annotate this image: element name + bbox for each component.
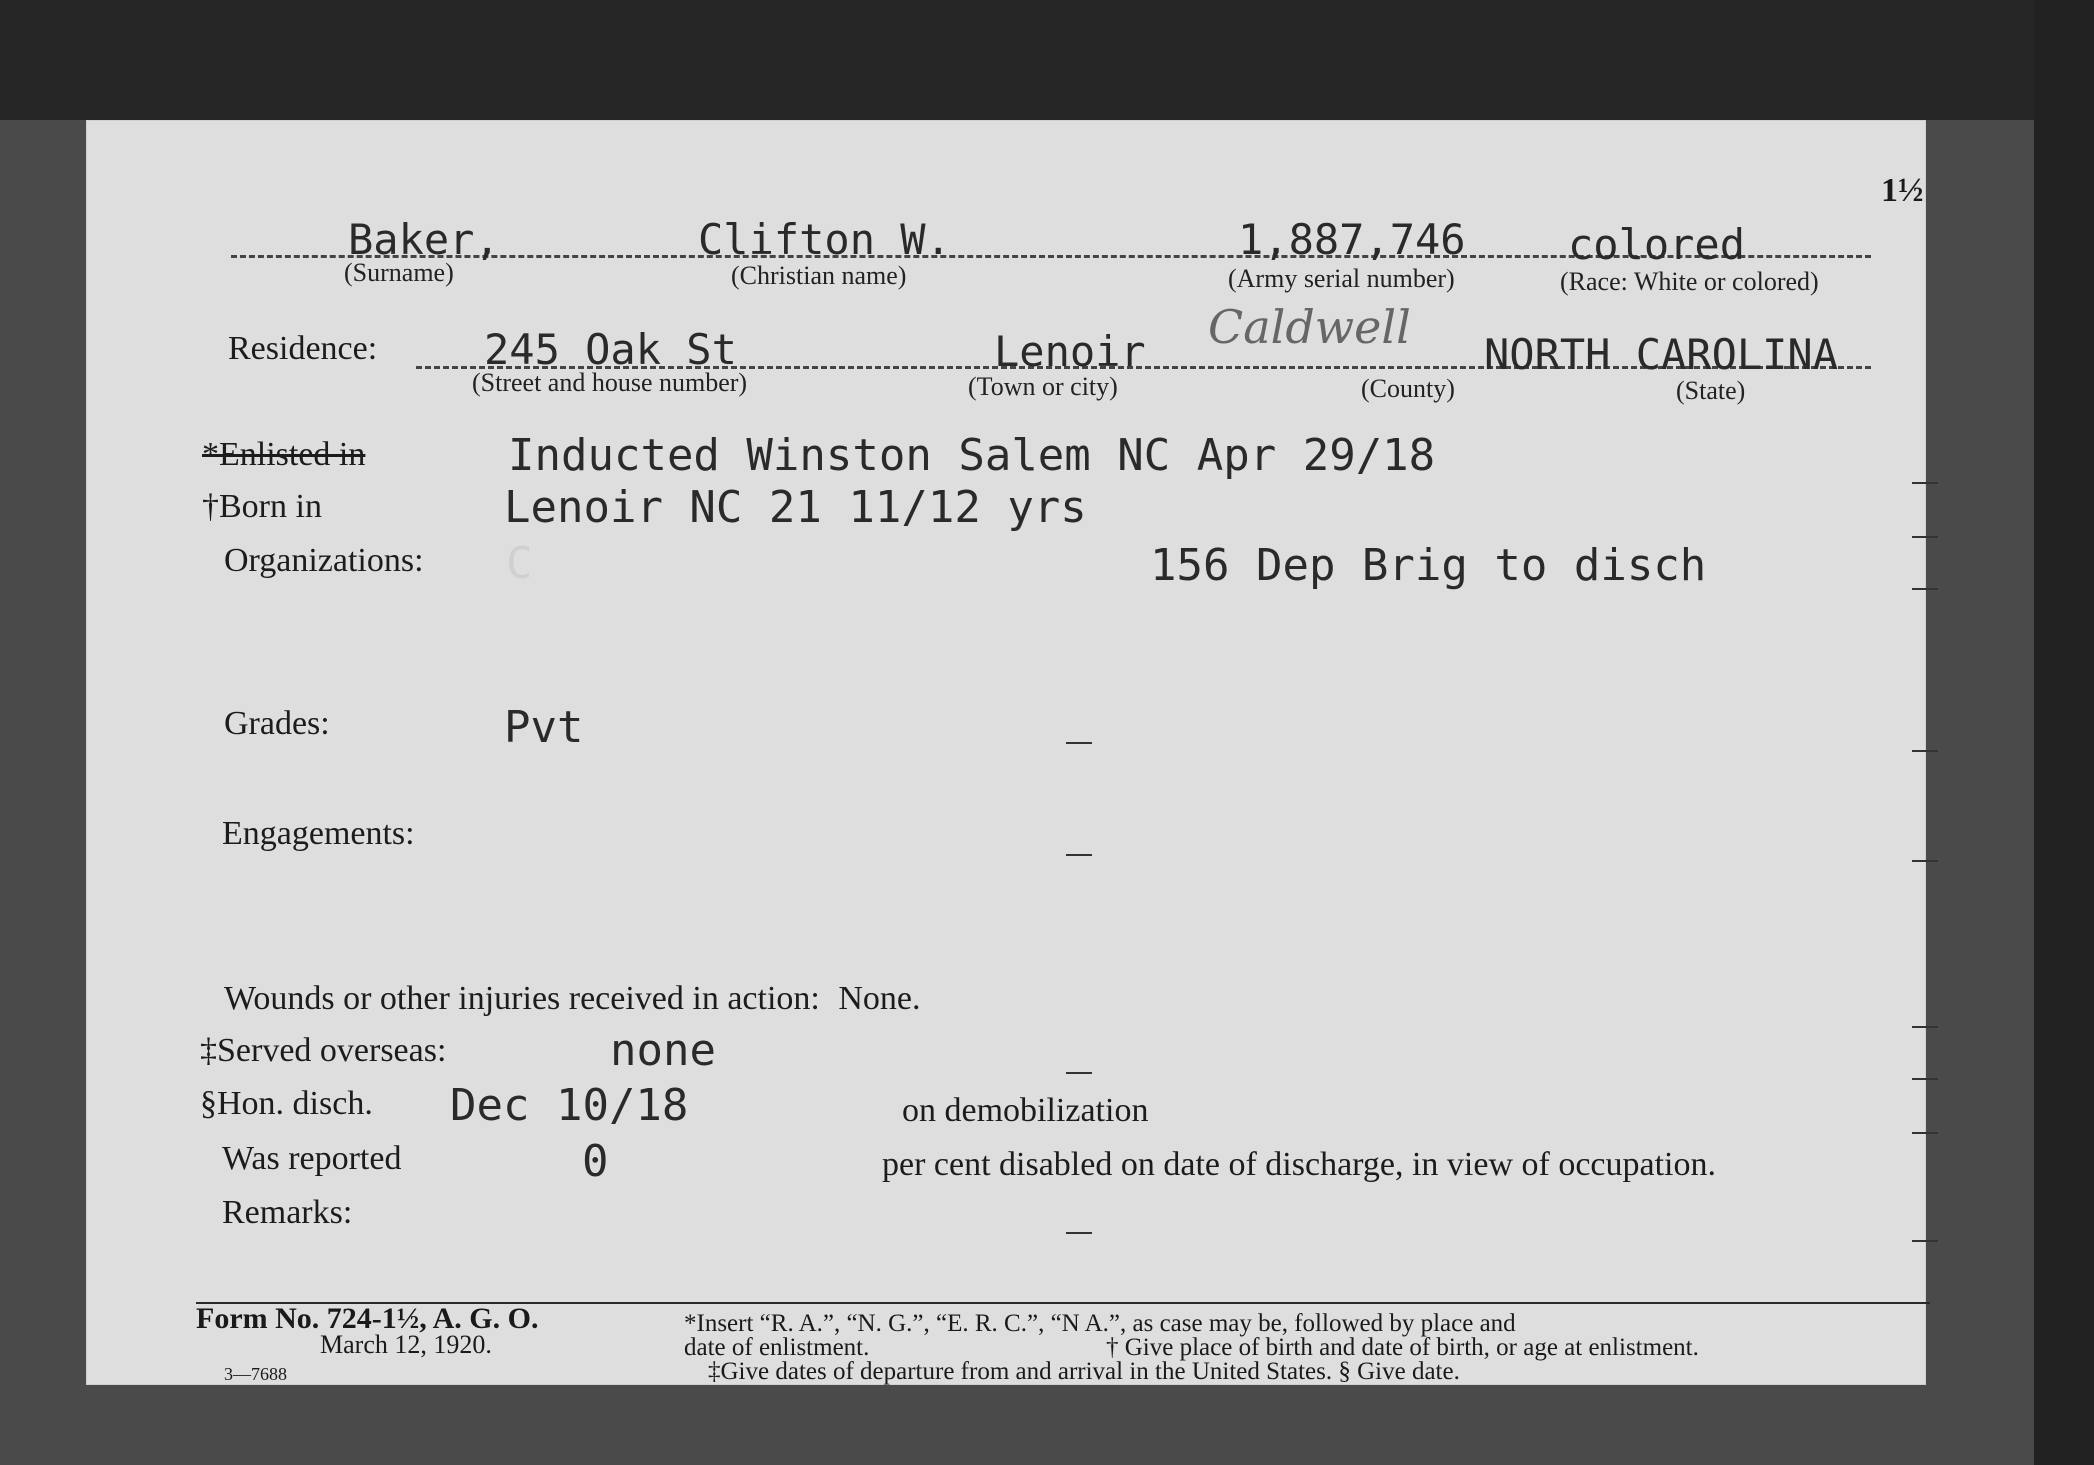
- discharge-value: Dec 10/18: [450, 1080, 689, 1131]
- grades-value: Pvt: [504, 702, 584, 753]
- christian-name-caption: (Christian name): [731, 261, 907, 290]
- engagements-mid-dash: [1066, 854, 1092, 856]
- footnote-line-2a: date of enlistment.: [684, 1334, 870, 1361]
- overseas-mid-dash: [1066, 1072, 1092, 1074]
- born-label: †Born in: [202, 488, 322, 525]
- christian-name-value: Clifton W.: [698, 215, 951, 264]
- corner-number: 1½: [1881, 172, 1924, 209]
- discharge-dash: [1912, 1078, 1938, 1080]
- footnote-line-3: ‡Give dates of departure from and arrival in the United States. § Give date.: [708, 1358, 1460, 1385]
- born-dash: [1912, 536, 1938, 538]
- footnote-line-1: *Insert “R. A.”, “N. G.”, “E. R. C.”, “N A.”, as case may be, followed by place and: [684, 1310, 1516, 1337]
- organizations-label: Organizations:: [224, 542, 424, 579]
- wounds-row: [224, 980, 1224, 1018]
- street-value: 245 Oak St: [484, 325, 737, 374]
- reported-label: Was reported: [222, 1140, 402, 1177]
- state-value: NORTH CAROLINA: [1484, 330, 1839, 379]
- overseas-value: none: [610, 1025, 716, 1076]
- form-code: 3—7688: [224, 1364, 287, 1384]
- remarks-mid-dash: [1066, 1232, 1092, 1234]
- serial-number-value: 1,887,746: [1238, 215, 1466, 264]
- state-caption: (State): [1676, 376, 1746, 405]
- enlisted-value: Inducted Winston Salem NC Apr 29/18: [508, 430, 1436, 481]
- discharge-label: §Hon. disch.: [200, 1085, 373, 1122]
- overseas-label: ‡Served overseas:: [200, 1032, 447, 1069]
- enlisted-label: *Enlisted in: [202, 436, 366, 473]
- discharge-note: on demobilization: [902, 1092, 1149, 1129]
- remarks-label: Remarks:: [222, 1194, 353, 1231]
- grades-dash: [1912, 750, 1938, 752]
- town-caption: (Town or city): [968, 372, 1118, 401]
- county-caption: (County): [1361, 374, 1455, 403]
- overseas-dash: [1912, 1026, 1938, 1028]
- scanner-background-top: [0, 0, 2094, 120]
- surname-caption: (Surname): [344, 258, 454, 287]
- form-date: March 12, 1920.: [320, 1330, 492, 1359]
- race-caption: (Race: White or colored): [1560, 267, 1819, 296]
- grades-mid-dash: [1066, 742, 1092, 744]
- organizations-value: 156 Dep Brig to disch: [1150, 540, 1707, 591]
- reported-note: per cent disabled on date of discharge, in view of occupation.: [882, 1146, 1716, 1183]
- organizations-dash: [1912, 588, 1938, 590]
- county-handwritten: Caldwell: [1208, 300, 1411, 354]
- wounds-value: None.: [838, 980, 921, 1017]
- race-value: colored: [1568, 220, 1746, 269]
- born-value: Lenoir NC 21 11/12 yrs: [504, 482, 1087, 533]
- grades-label: Grades:: [224, 705, 330, 742]
- street-caption: (Street and house number): [472, 368, 748, 397]
- record-card: [86, 120, 1926, 1385]
- wounds-label: Wounds or other injuries received in action:: [224, 980, 820, 1017]
- remarks-dash: [1912, 1240, 1938, 1242]
- town-value: Lenoir: [994, 327, 1146, 376]
- scanner-background-right: [2034, 0, 2094, 1465]
- surname-value: Baker,: [348, 215, 500, 264]
- reported-dash: [1912, 1132, 1938, 1134]
- form-number: Form No. 724-1½, A. G. O.: [196, 1302, 539, 1335]
- enlisted-dash: [1912, 482, 1938, 484]
- engagements-label: Engagements:: [222, 815, 415, 852]
- residence-label: Residence:: [228, 330, 378, 367]
- footnote-line-2b: † Give place of birth and date of birth, or age at enlistment.: [1106, 1334, 1699, 1361]
- serial-caption: (Army serial number): [1228, 264, 1455, 293]
- engagements-dash: [1912, 860, 1938, 862]
- reported-value: 0: [582, 1136, 609, 1187]
- organizations-faded-text: C: [506, 538, 533, 589]
